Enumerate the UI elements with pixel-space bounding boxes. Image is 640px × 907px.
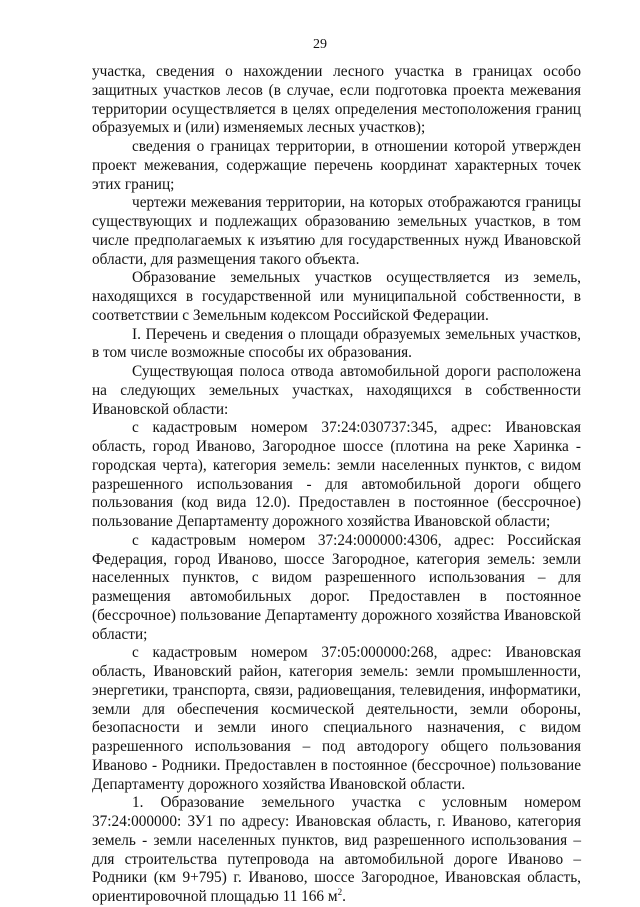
- paragraph-existing-right-of-way: Существующая полоса отвода автомобильной дороги расположена на следующих земельных участках, находящихся в собственности Ивановской области:: [92, 363, 581, 418]
- paragraph-section-heading: I. Перечень и сведения о площади образуемых земельных участков, в том числе возможные способы их образования.: [92, 325, 581, 362]
- final-period: .: [342, 888, 346, 905]
- paragraph-parcel-000000-268: с кадастровым номером 37:05:000000:268, адрес: Ивановская область, Ивановский район, категория земель: земли промышленности, энергетики, транспорта, связи, радиовещания, телевидения, информатики, земли для обеспечения космической деятельности, земли обороны, безопасности и земли иного специального назначения, с видом разрешенного использования – под автодорогу общего пользования Иваново - Родники. Предоставлен в постоянное (бессрочное) пользование Департаменту дорожного хозяйства Ивановской области.: [92, 644, 581, 793]
- paragraph-survey-drawings: чертежи межевания территории, на которых отображаются границы существующих и подлежащих образованию земельных участков, в том числе предполагаемых к изъятию для государственных нужд Ивановской области, для размещения такого объекта.: [92, 194, 581, 268]
- paragraph-territory-boundaries: сведения о границах территории, в отношении которой утвержден проект межевания, содержащие перечень координат характерных точек этих границ;: [92, 138, 581, 193]
- paragraph-survey-continuation: участка, сведения о нахождении лесного участка в границах особо защитных участков лесов (в случае, если подготовка проекта межевания территории осуществляется в целях определения местоположения границ образуемых и (или) изменяемых лесных участков);: [92, 63, 581, 137]
- paragraph-parcel-000000-4306: с кадастровым номером 37:24:000000:4306, адрес: Российская Федерация, город Иваново, шоссе Загородное, категория земель: земли населенных пунктов, с видом разрешенного использования – для размещения автомобильных дорог. Предоставлен в постоянное (бессрочное) пользование Департаменту дорожного хозяйства Ивановской области;: [92, 531, 581, 643]
- area-unit-exponent: 2: [337, 886, 343, 897]
- document-body: [92, 63, 581, 907]
- paragraph-parcel-030737-345: с кадастровым номером 37:24:030737:345, адрес: Ивановская область, город Иваново, Загородное шоссе (плотина на реке Харинка - городская черта), категория земель: земли населенных пунктов, с видом разрешенного использования - для автомобильной дороги общего пользования (код вида 12.0). Предоставлен в постоянное (бессрочное) пользование Департаменту дорожного хозяйства Ивановской области;: [92, 419, 581, 530]
- formation-zu1-text: 1. Образование земельного участка с условным номером 37:24:000000: ЗУ1 по адресу: Ивановская область, г. Иваново, категория земель - земли населенных пунктов, вид разрешенного использования – для строительства путепровода на автомобильной дороге Иваново – Родники (км 9+795) г. Иваново, шоссе Загородное, Ивановская область, ориентировочной площадью 11 166 м: [92, 794, 581, 905]
- paragraph-land-formation: Образование земельных участков осуществляется из земель, находящихся в государственной или муниципальной собственности, в соответствии с Земельным кодексом Российской Федерации.: [92, 269, 581, 324]
- paragraph-formation-zu1: [92, 794, 581, 907]
- page-number: 29: [313, 37, 327, 52]
